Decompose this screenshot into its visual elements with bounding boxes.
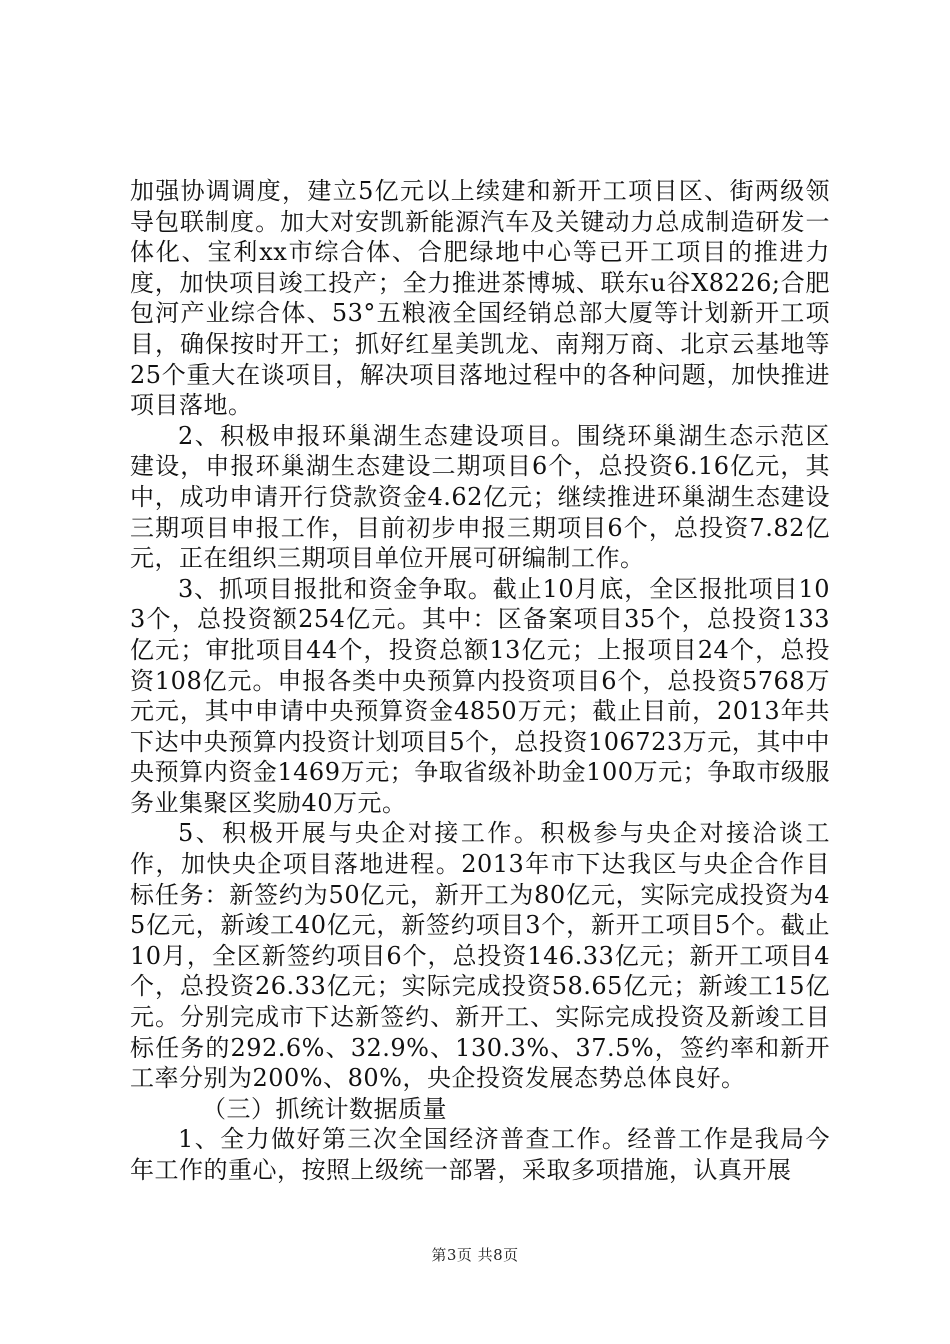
page-footer: 第3页 共8页: [431, 1246, 519, 1264]
paragraph-chaohu-ecology: 2、积极申报环巢湖生态建设项目。围绕环巢湖生态示范区建设，申报环巢湖生态建设二期项目6个，总投资6.16亿元，其中，成功申请开行贷款资金4.62亿元；继续推进环巢湖生态建设三期项目申报工作，目前初步申报三期项目6个，总投资7.82亿元，正在组织三期项目单位开展可研编制工作。: [130, 421, 830, 573]
paragraph-economic-census: 1、全力做好第三次全国经济普查工作。经普工作是我局今年工作的重心，按照上级统一部署，采取多项措施，认真开展: [130, 1125, 830, 1184]
section-heading-statistics-quality: （三）抓统计数据质量: [202, 1094, 447, 1123]
document-body: [130, 176, 830, 1186]
paragraph-project-approval-funding: 3、抓项目报批和资金争取。截止10月底，全区报批项目103个，总投资额254亿元。其中：区备案项目35个，总投资133亿元；审批项目44个，投资总额13亿元；上报项目24个，总投资108亿元。申报各类中央预算内投资项目6个，总投资5768万元元，其中申请中央预算资金4850万元；截止目前，2013年共下达中央预算内投资计划项目5个，总投资106723万元，其中中央预算内资金1469万元；争取省级补助金100万元；争取市级服务业集聚区奖励40万元。: [130, 574, 830, 817]
paragraph-project-coordination: 加强协调调度，建立5亿元以上续建和新开工项目区、街两级领导包联制度。加大对安凯新能源汽车及关键动力总成制造研发一体化、宝利xx市综合体、合肥绿地中心等已开工项目的推进力度，加快项目竣工投产；全力推进茶博城、联东u谷X8226;合肥包河产业综合体、53°五粮液全国经销总部大厦等计划新开工项目，确保按时开工；抓好红星美凯龙、南翔万商、北京云基地等25个重大在谈项目，解决项目落地过程中的各种问题，加快推进项目落地。: [130, 177, 830, 420]
paragraph-central-enterprise: 5、积极开展与央企对接工作。积极参与央企对接洽谈工作，加快央企项目落地进程。2013年市下达我区与央企合作目标任务：新签约为50亿元，新开工为80亿元，实际完成投资为45亿元，新竣工40亿元，新签约项目3个，新开工项目5个。截止10月，全区新签约项目6个，总投资146.33亿元；新开工项目4个，总投资26.33亿元；实际完成投资58.65亿元；新竣工15亿元。分别完成市下达新签约、新开工、实际完成投资及新竣工目标任务的292.6%、32.9%、130.3%、37.5%，签约率和新开工率分别为200%、80%，央企投资发展态势总体良好。: [130, 819, 830, 1093]
